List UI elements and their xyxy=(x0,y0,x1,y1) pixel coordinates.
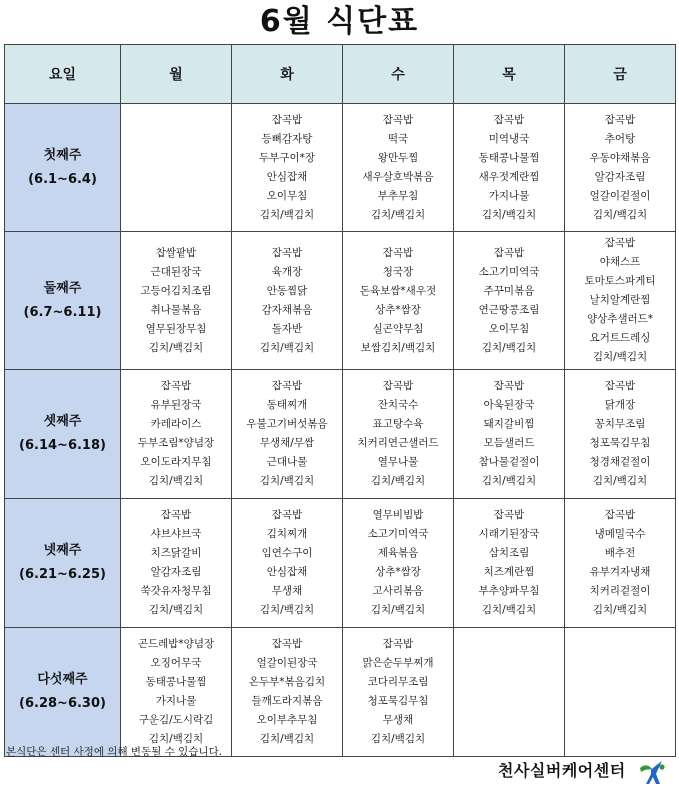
menu-item: 고등어김치조림 xyxy=(140,284,212,297)
header-row xyxy=(5,45,676,104)
week-row xyxy=(5,370,676,499)
menu-item: 김치/백김치 xyxy=(259,341,315,354)
header-wed: 수 xyxy=(343,45,454,104)
menu-item: 오징어무국 xyxy=(150,657,202,669)
week-name: 첫째주 xyxy=(43,147,82,163)
menu-item: 잡곡밥 xyxy=(160,509,192,521)
menu-item: 토마토스파게티 xyxy=(584,275,656,287)
menu-item: 우동야채볶음 xyxy=(589,151,651,164)
menu-item: 감자채볶음 xyxy=(261,303,313,316)
menu-cell-thu xyxy=(454,499,565,628)
menu-item: 시래기된장국 xyxy=(478,528,540,540)
menu-cell-fri xyxy=(565,370,676,499)
menu-item: 떡국 xyxy=(387,132,409,145)
menu-item: 잡곡밥 xyxy=(160,380,192,392)
logo-head xyxy=(659,764,664,769)
menu-item: 잡곡밥 xyxy=(271,380,303,392)
menu-item: 청포묵김무침 xyxy=(589,437,651,449)
menu-item: 얼갈이겉절이 xyxy=(589,189,651,202)
menu-item: 치즈닭갈비 xyxy=(150,547,202,559)
menu-item: 구운김/도시락김 xyxy=(138,714,214,726)
week-name: 셋째주 xyxy=(43,414,82,429)
menu-item: 온두부*볶음김치 xyxy=(248,676,326,688)
menu-item: 들깨도라지볶음 xyxy=(251,695,323,707)
menu-cell-mon xyxy=(121,628,232,757)
menu-item: 잡곡밥 xyxy=(493,380,525,392)
menu-item: 잡곡밥 xyxy=(493,509,525,521)
menu-item: 유부겨자냉채 xyxy=(589,566,651,578)
menu-item: 잡곡밥 xyxy=(493,113,525,126)
menu-item: 청포묵김무침 xyxy=(367,695,429,707)
menu-cell-tue xyxy=(232,628,343,757)
menu-item: 잡곡밥 xyxy=(604,509,636,521)
menu-item: 두부구이*장 xyxy=(259,151,315,164)
footnote: 본식단은 센터 사정에 의해 변동될 수 있습니다. xyxy=(6,746,223,758)
menu-cell-mon xyxy=(121,232,232,370)
week-dates: (6.21~6.25) xyxy=(19,567,106,582)
menu-cell-fri xyxy=(565,499,676,628)
menu-item: 코다리무조림 xyxy=(367,676,429,688)
menu-item: 새우젓계란찜 xyxy=(478,170,540,183)
menu-item: 김치/백김치 xyxy=(259,475,315,487)
menu-cell-tue xyxy=(232,370,343,499)
menu-item: 곤드레밥*양념장 xyxy=(137,638,215,650)
menu-item: 유부된장국 xyxy=(150,399,202,411)
menu-cell-wed xyxy=(343,628,454,757)
menu-item: 잡곡밥 xyxy=(604,113,636,126)
page-title: 6월 식단표 xyxy=(259,4,420,39)
menu-cell-wed xyxy=(343,370,454,499)
week-row xyxy=(5,232,676,370)
menu-item: 김치/백김치 xyxy=(481,604,537,616)
menu-item: 김치/백김치 xyxy=(370,733,426,745)
menu-item: 돌자반 xyxy=(271,322,303,335)
menu-item: 열무나물 xyxy=(377,456,419,468)
menu-cell-wed xyxy=(343,232,454,370)
menu-item: 잡곡밥 xyxy=(604,380,636,392)
menu-item: 쑥갓유자청무침 xyxy=(140,585,212,597)
menu-item: 무생채/무쌈 xyxy=(259,437,315,449)
menu-item: 냉메밀국수 xyxy=(594,528,646,540)
menu-item: 취나물볶음 xyxy=(150,303,202,316)
menu-item: 청경채겉절이 xyxy=(589,456,651,468)
menu-item: 김치/백김치 xyxy=(592,475,648,487)
menu-item: 동태콩나물찜 xyxy=(478,151,540,164)
menu-item: 잡곡밥 xyxy=(271,509,303,521)
menu-cell-fri xyxy=(565,104,676,232)
menu-item: 김치/백김치 xyxy=(259,208,315,221)
menu-item: 상추*쌈장 xyxy=(375,566,421,578)
menu-item: 김치/백김치 xyxy=(592,604,648,616)
menu-item: 김치/백김치 xyxy=(370,475,426,487)
menu-item: 김치/백김치 xyxy=(592,351,648,363)
menu-item: 임연수구이 xyxy=(261,547,313,559)
week-label-cell xyxy=(5,499,121,628)
menu-item: 오이도라지무침 xyxy=(140,456,212,468)
menu-cell-fri xyxy=(565,232,676,370)
menu-item: 근대된장국 xyxy=(150,265,202,278)
menu-item: 잡곡밥 xyxy=(271,638,303,650)
menu-item: 추어탕 xyxy=(604,132,636,145)
menu-item: 보쌈김치/백김치 xyxy=(360,341,436,354)
menu-item: 새우살호박볶음 xyxy=(362,170,434,183)
header-tue: 화 xyxy=(232,45,343,104)
menu-item: 요거트드레싱 xyxy=(589,332,651,344)
menu-item: 가지나물 xyxy=(155,695,197,707)
week-dates: (6.1~6.4) xyxy=(28,171,97,187)
menu-item: 무생채 xyxy=(382,714,414,726)
logo-blue-figure xyxy=(646,761,662,784)
menu-item: 꽁치무조림 xyxy=(594,418,646,430)
angel-figure-logo xyxy=(638,758,668,786)
menu-item: 실곤약무침 xyxy=(372,322,424,335)
menu-item: 김치/백김치 xyxy=(481,475,537,487)
week-label-cell xyxy=(5,104,121,232)
week-dates: (6.14~6.18) xyxy=(19,438,106,453)
menu-item: 배추전 xyxy=(604,547,636,559)
menu-item: 날치알계란찜 xyxy=(589,294,651,306)
menu-item: 맑은순두부찌개 xyxy=(362,657,434,669)
menu-item: 육개장 xyxy=(271,265,303,278)
menu-cell-fri xyxy=(565,628,676,757)
menu-item: 김치/백김치 xyxy=(370,208,426,221)
menu-item: 잡곡밥 xyxy=(271,246,303,259)
header-fri: 금 xyxy=(565,45,676,104)
menu-item: 안동찜닭 xyxy=(266,284,308,297)
week-label-cell xyxy=(5,628,121,757)
week-row xyxy=(5,499,676,628)
menu-item: 잡곡밥 xyxy=(493,246,525,259)
menu-item: 잡곡밥 xyxy=(382,380,414,392)
menu-item: 오이무침 xyxy=(488,322,530,335)
menu-item: 김치/백김치 xyxy=(148,733,204,745)
menu-item: 근대나물 xyxy=(266,456,308,468)
menu-item: 치커리연근샐러드 xyxy=(357,437,439,449)
week-row xyxy=(5,628,676,757)
menu-cell-mon xyxy=(121,104,232,232)
menu-item: 치즈계란찜 xyxy=(483,566,535,578)
menu-item: 김치/백김치 xyxy=(148,341,204,354)
week-dates: (6.7~6.11) xyxy=(23,304,102,320)
menu-cell-tue xyxy=(232,232,343,370)
header-mon: 월 xyxy=(121,45,232,104)
menu-item: 카레라이스 xyxy=(150,418,202,430)
menu-item: 김치/백김치 xyxy=(481,341,537,354)
meal-plan-table xyxy=(4,44,676,757)
menu-item: 상추*쌈장 xyxy=(375,303,421,316)
menu-cell-thu xyxy=(454,232,565,370)
menu-item: 김치/백김치 xyxy=(592,208,648,221)
menu-item: 안심잡채 xyxy=(266,170,308,183)
week-row xyxy=(5,104,676,232)
header-weekday: 요일 xyxy=(5,45,121,104)
menu-item: 돼지갈비찜 xyxy=(483,418,535,430)
week-dates: (6.28~6.30) xyxy=(19,696,106,711)
menu-item: 동태콩나물찜 xyxy=(145,676,207,688)
menu-cell-mon xyxy=(121,499,232,628)
menu-item: 김치찌개 xyxy=(266,528,308,540)
menu-item: 돈육보쌈*새우젓 xyxy=(359,284,437,297)
menu-item: 제육볶음 xyxy=(377,547,419,559)
menu-item: 김치/백김치 xyxy=(370,604,426,616)
menu-item: 잡곡밥 xyxy=(271,113,303,126)
menu-cell-wed xyxy=(343,104,454,232)
menu-item: 오이무침 xyxy=(266,189,308,202)
menu-item: 주꾸미볶음 xyxy=(483,284,535,297)
menu-item: 고사리볶음 xyxy=(372,585,424,597)
menu-item: 야채스프 xyxy=(599,256,641,268)
menu-item: 잔치국수 xyxy=(377,399,419,411)
menu-item: 부추무침 xyxy=(377,189,419,202)
menu-item: 미역냉국 xyxy=(488,132,530,145)
menu-item: 잡곡밥 xyxy=(382,638,414,650)
menu-cell-thu xyxy=(454,370,565,499)
menu-cell-wed xyxy=(343,499,454,628)
menu-item: 얼갈이된장국 xyxy=(256,657,318,669)
menu-item: 동태찌개 xyxy=(266,399,308,411)
menu-item: 오이부추무침 xyxy=(256,714,318,726)
menu-item: 청국장 xyxy=(382,265,414,278)
menu-item: 김치/백김치 xyxy=(148,475,204,487)
menu-cell-tue xyxy=(232,499,343,628)
menu-item: 무생채 xyxy=(271,585,303,597)
menu-item: 알감자조림 xyxy=(594,170,646,183)
menu-item: 잡곡밥 xyxy=(604,237,636,249)
menu-item: 표고탕수육 xyxy=(372,418,424,430)
week-label-cell xyxy=(5,232,121,370)
menu-item: 알감자조림 xyxy=(150,566,202,578)
menu-cell-mon xyxy=(121,370,232,499)
menu-item: 잡곡밥 xyxy=(382,113,414,126)
menu-item: 우불고기버섯볶음 xyxy=(246,418,328,430)
menu-cell-tue xyxy=(232,104,343,232)
menu-item: 열무비빔밥 xyxy=(372,509,424,521)
center-name: 천사실버케어센터 xyxy=(498,761,626,780)
menu-item: 부추양파무침 xyxy=(478,585,540,597)
menu-item: 김치/백김치 xyxy=(259,604,315,616)
menu-item: 샤브샤브국 xyxy=(150,528,202,540)
menu-item: 열무된장무침 xyxy=(145,322,207,335)
menu-item: 삼치조림 xyxy=(488,547,530,559)
menu-item: 잡곡밥 xyxy=(382,246,414,259)
menu-item: 찹쌀팥밥 xyxy=(155,246,197,259)
menu-item: 김치/백김치 xyxy=(481,208,537,221)
menu-item: 소고기미역국 xyxy=(367,528,429,540)
menu-item: 가지나물 xyxy=(488,189,530,202)
week-name: 넷째주 xyxy=(43,543,82,558)
menu-item: 양상추샐러드* xyxy=(586,313,654,325)
menu-item: 소고기미역국 xyxy=(478,265,540,278)
menu-item: 아욱된장국 xyxy=(483,399,535,411)
menu-item: 참나물겉절이 xyxy=(478,456,540,468)
menu-item: 왕만두찜 xyxy=(377,151,419,164)
week-name: 둘째주 xyxy=(43,280,82,296)
menu-cell-thu xyxy=(454,628,565,757)
menu-item: 두부조림*양념장 xyxy=(137,437,215,449)
menu-item: 모듬샐러드 xyxy=(483,437,535,449)
menu-item: 김치/백김치 xyxy=(259,733,315,745)
menu-item: 김치/백김치 xyxy=(148,604,204,616)
week-name: 다섯째주 xyxy=(37,672,88,687)
menu-item: 치커리겉절이 xyxy=(589,585,651,597)
menu-item: 등뼈감자탕 xyxy=(261,132,313,145)
menu-item: 연근땅콩조림 xyxy=(478,303,540,316)
menu-item: 닭개장 xyxy=(604,399,636,411)
menu-cell-thu xyxy=(454,104,565,232)
week-label-cell xyxy=(5,370,121,499)
header-thu: 목 xyxy=(454,45,565,104)
menu-item: 안심잡채 xyxy=(266,566,308,578)
